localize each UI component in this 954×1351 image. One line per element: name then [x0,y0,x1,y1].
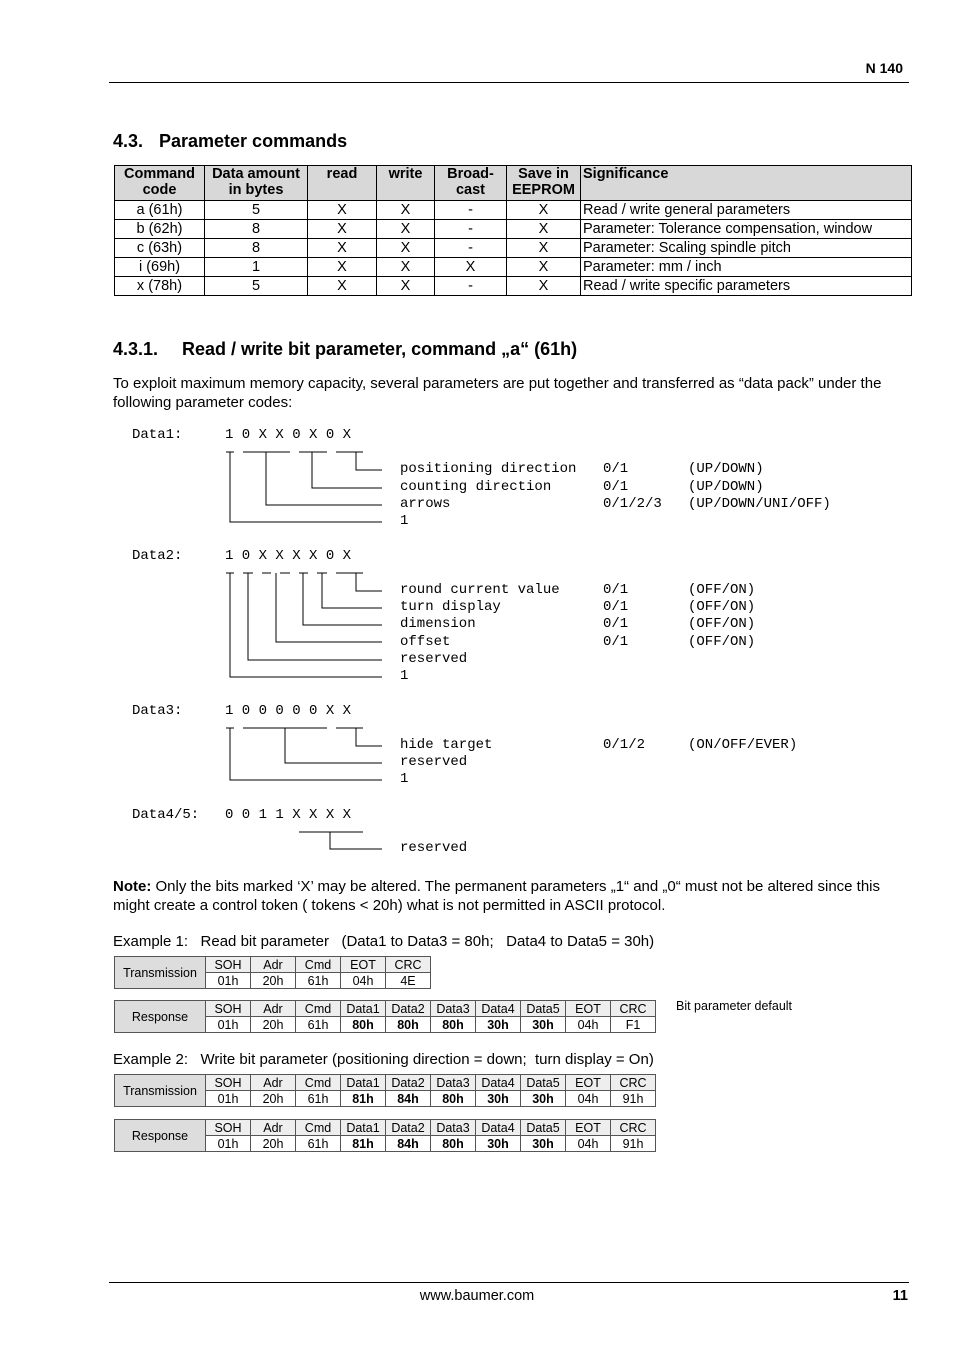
example-1-title: Example 1: Read bit parameter (Data1 to Data3 = 80h; Data4 to Data5 = 30h) [113,933,655,950]
frame-header-cell: Data1 [341,1075,386,1091]
bit-param-name: 1 [400,771,409,787]
table-cell: X [377,201,435,220]
bit-pattern: 1 0 X X X X 0 X [225,548,352,564]
frame-header-cell: CRC [611,1075,656,1091]
bit-param-meaning: (ON/OFF/EVER) [688,737,798,753]
table-cell: b (62h) [115,220,205,239]
protocol-frame-table [114,956,431,989]
frame-value-cell: 20h [251,973,296,989]
bit-param-name: offset [400,634,451,650]
frame-value-cell: 30h [521,1091,566,1107]
note-paragraph [113,877,913,915]
frame-header-cell: Data5 [521,1120,566,1136]
frame-value-cell: 80h [431,1091,476,1107]
bit-pattern: 0 0 1 1 X X X X [225,807,352,823]
table-cell: i (69h) [115,258,205,277]
col-significance: Significance [581,166,912,201]
frame-header-row [115,1075,656,1091]
bit-param-values: 0/1 [603,616,629,632]
frame-value-cell: 30h [521,1017,566,1033]
frame-header-cell: CRC [386,957,431,973]
frame-header-cell: Cmd [296,1075,341,1091]
frame-value-cell: 20h [251,1017,296,1033]
frame-value-cell: 61h [296,973,341,989]
bit-param-name: reserved [400,651,468,667]
frame-header-cell: Adr [251,1001,296,1017]
frame-header-cell: Cmd [296,1001,341,1017]
frame-header-cell: Data1 [341,1001,386,1017]
bit-param-meaning: (OFF/ON) [688,616,756,632]
bit-pattern: 1 0 0 0 0 0 X X [225,703,352,719]
col-write: write [377,166,435,201]
example-2-title: Example 2: Write bit parameter (positioning direction = down; turn display = On) [113,1051,654,1068]
table-cell: X [377,239,435,258]
bit-param-meaning: (UP/DOWN) [688,461,764,477]
note-label: Note: [113,878,152,895]
bit-param-values: 0/1 [603,599,629,615]
frame-header-cell: Cmd [296,957,341,973]
frame-label: Transmission [115,1075,206,1107]
table-cell: X [308,239,377,258]
frame-header-cell: Data1 [341,1120,386,1136]
intro-paragraph: To exploit maximum memory capacity, several parameters are put together and transferred as “data pack” under the following parameter codes: [113,375,882,411]
frame-value-cell: 30h [476,1017,521,1033]
subsection-number: 4.3.1. [113,339,159,359]
table-cell: c (63h) [115,239,205,258]
bit-param-name: arrows [400,496,451,512]
table-cell: 5 [205,277,308,296]
bit-param-name: 1 [400,513,409,529]
frame-value-cell: 01h [206,1091,251,1107]
table-cell: X [308,220,377,239]
frame-value-cell: 61h [296,1136,341,1152]
table-cell: 8 [205,239,308,258]
frame-value-cell: 61h [296,1091,341,1107]
example-1-note: Bit parameter default [676,999,793,1013]
frame-header-cell: Cmd [296,1120,341,1136]
bit-param-name: 1 [400,668,409,684]
frame-value-cell: 80h [386,1017,431,1033]
table-cell: 5 [205,201,308,220]
frame-header-cell: Adr [251,1075,296,1091]
page-number: 11 [892,1288,908,1304]
frame-value-cell: 01h [206,973,251,989]
bit-param-name: reserved [400,754,468,770]
frame-value-cell: 30h [476,1136,521,1152]
frame-value-cell: 04h [566,1091,611,1107]
section-title: Parameter commands [159,131,348,151]
bit-param-meaning: (OFF/ON) [688,582,756,598]
col-command-code: Command code [115,166,205,201]
bit-param-values: 0/1 [603,479,629,495]
table-cell: X [507,277,581,296]
document-id: N 140 [865,60,903,76]
frame-label: Transmission [115,957,206,989]
bit-param-meaning: (UP/DOWN) [688,479,764,495]
bit-param-values: 0/1 [603,582,629,598]
bit-param-name: dimension [400,616,476,632]
bit-param-name: round current value [400,582,560,598]
frame-header-cell: Data2 [386,1075,431,1091]
frame-value-cell: 01h [206,1017,251,1033]
col-read: read [308,166,377,201]
table-cell: X [435,258,507,277]
frame-value-cell: 61h [296,1017,341,1033]
footer-rule [109,1282,909,1283]
bit-param-name: hide target [400,737,493,753]
section-number: 4.3. [113,131,144,151]
bit-param-name: counting direction [400,479,552,495]
frame-value-cell: F1 [611,1017,656,1033]
table-cell: X [377,277,435,296]
bit-param-values: 0/1/2 [603,737,646,753]
bit-pattern: 1 0 X X 0 X 0 X [225,427,352,443]
table-cell: X [507,258,581,277]
col-data-amount: Data amount in bytes [205,166,308,201]
frame-label: Response [115,1001,206,1033]
frame-header-cell: Data3 [431,1001,476,1017]
frame-value-cell: 04h [341,973,386,989]
frame-header-cell: Data4 [476,1075,521,1091]
table-cell: a (61h) [115,201,205,220]
bit-param-meaning: (OFF/ON) [688,634,756,650]
frame-value-cell: 04h [566,1017,611,1033]
frame-value-cell: 91h [611,1091,656,1107]
frame-header-cell: Data5 [521,1075,566,1091]
frame-value-cell: 81h [341,1136,386,1152]
frame-header-cell: Data3 [431,1075,476,1091]
frame-header-cell: Data4 [476,1001,521,1017]
table-cell: - [435,201,507,220]
subsection-title: Read / write bit parameter, command „a“ (61h) [182,339,578,359]
frame-header-row [115,957,431,973]
frame-header-cell: SOH [206,1001,251,1017]
table-cell: 8 [205,220,308,239]
table-cell: Parameter: Scaling spindle pitch [581,239,912,258]
frame-value-cell: 84h [386,1091,431,1107]
note-text: Only the bits marked ‘X’ may be altered. The permanent parameters „1“ and „0“ must not be altered since this might create a control token ( tokens < 20h) what is not permitted in ASCII protocol. [113,878,881,914]
frame-header-cell: Adr [251,957,296,973]
table-cell: X [507,201,581,220]
frame-header-cell: Data2 [386,1120,431,1136]
bit-param-values: 0/1 [603,634,629,650]
frame-header-cell: Data5 [521,1001,566,1017]
bit-diagram-label: Data2: [132,548,183,564]
frame-header-cell: Data3 [431,1120,476,1136]
table-cell: X [507,220,581,239]
table-cell: x (78h) [115,277,205,296]
table-cell: 1 [205,258,308,277]
bit-param-name: positioning direction [400,461,577,477]
footer-url: www.baumer.com [419,1288,535,1304]
frame-value-cell: 80h [431,1017,476,1033]
bit-param-meaning: (UP/DOWN/UNI/OFF) [688,496,831,512]
bit-param-name: turn display [400,599,501,615]
frame-header-cell: SOH [206,1075,251,1091]
bit-diagram-label: Data1: [132,427,183,443]
table-cell: X [377,220,435,239]
frame-header-cell: EOT [566,1075,611,1091]
frame-value-cell: 20h [251,1136,296,1152]
frame-header-cell: EOT [566,1120,611,1136]
frame-header-cell: SOH [206,957,251,973]
table-cell: X [308,201,377,220]
frame-value-cell: 30h [521,1136,566,1152]
table-cell: Parameter: mm / inch [581,258,912,277]
bit-diagram-label: Data3: [132,703,183,719]
frame-header-cell: Data4 [476,1120,521,1136]
bit-param-values: 0/1/2/3 [603,496,662,512]
table-cell: - [435,220,507,239]
frame-header-cell: Data2 [386,1001,431,1017]
frame-value-cell: 84h [386,1136,431,1152]
frame-header-cell: CRC [611,1001,656,1017]
bit-param-meaning: (OFF/ON) [688,599,756,615]
protocol-frame-table [114,1119,656,1152]
table-cell: - [435,277,507,296]
frame-header-cell: CRC [611,1120,656,1136]
bit-param-name: reserved [400,840,468,856]
frame-value-cell: 30h [476,1091,521,1107]
table-cell: X [507,239,581,258]
frame-value-cell: 04h [566,1136,611,1152]
frame-header-cell: Adr [251,1120,296,1136]
frame-value-cell: 01h [206,1136,251,1152]
frame-header-row [115,1120,656,1136]
frame-value-cell: 20h [251,1091,296,1107]
table-cell: X [308,258,377,277]
frame-value-cell: 81h [341,1091,386,1107]
frame-value-cell: 4E [386,973,431,989]
frame-header-cell: EOT [341,957,386,973]
table-cell: Read / write specific parameters [581,277,912,296]
table-cell: Read / write general parameters [581,201,912,220]
bit-param-values: 0/1 [603,461,629,477]
frame-header-row [115,1001,656,1017]
protocol-frame-table [114,1000,656,1033]
table-cell: X [308,277,377,296]
frame-header-cell: SOH [206,1120,251,1136]
protocol-frame-table [114,1074,656,1107]
col-broadcast: Broad- cast [435,166,507,201]
frame-header-cell: EOT [566,1001,611,1017]
frame-value-cell: 80h [431,1136,476,1152]
table-cell: X [377,258,435,277]
col-save-eeprom: Save in EEPROM [507,166,581,201]
frame-label: Response [115,1120,206,1152]
table-cell: Parameter: Tolerance compensation, window [581,220,912,239]
table-cell: - [435,239,507,258]
frame-value-cell: 80h [341,1017,386,1033]
frame-value-cell: 91h [611,1136,656,1152]
bit-diagram-label: Data4/5: [132,807,200,823]
